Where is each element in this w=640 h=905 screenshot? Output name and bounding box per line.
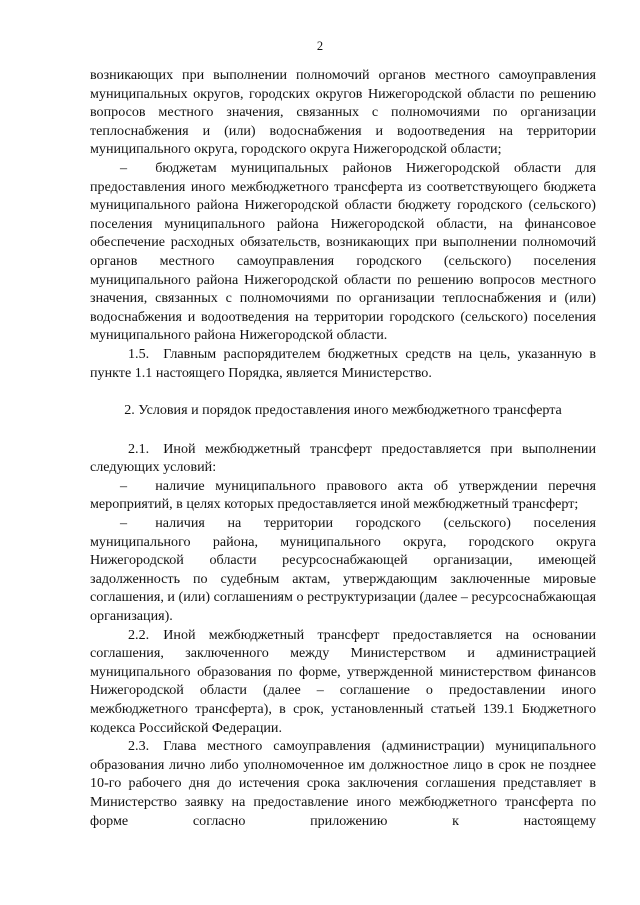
paragraph-dash-item: – бюджетам муниципальных районов Нижегородской области для предоставления иного межбюджетного трансферта из соответствующего бюджета муниципального района Нижегородской области бюджету городского (сельского) поселения муниципального района Нижегородской области, на финансовое обеспечение расходных обязательств, возникающих при выполнении полномочий органов местного самоуправления городского (сельского) поселения муниципального района Нижегородской области по решению вопросов местного значения, связанных с полномочиями по организации теплоснабжения и (или) водоснабжения и водоотведения на территории городского (сельского) поселения муниципального района Нижегородской области. bbox=[90, 159, 596, 344]
document-body bbox=[90, 66, 596, 830]
paragraph-1-5: 1.5. Главным распорядителем бюджетных средств на цель, указанную в пункте 1.1 настоящего Порядка, является Министерство. bbox=[90, 345, 596, 381]
paragraph-2-2: 2.2. Иной межбюджетный трансферт предоставляется на основании соглашения, заключенного между Министерством и администрацией муниципального образования по форме, утвержденной министерством финансов Нижегородской области (далее – соглашение о предоставлении иного межбюджетного трансферта), в срок, установленный статьей 139.1 Бюджетного кодекса Российской Федерации. bbox=[90, 626, 596, 736]
paragraph-dash-item: – наличие муниципального правового акта об утверждении перечня мероприятий, в целях которых предоставляется иной межбюджетный трансферт; bbox=[90, 477, 596, 513]
paragraph-2-3: 2.3. Глава местного самоуправления (администрации) муниципального образования лично либо уполномоченное им должностное лицо в срок не позднее 10-го рабочего дня до истечения срока заключения соглашения представляет в Министерство заявку на предоставление иного межбюджетного трансферта по форме согласно приложению к настоящему bbox=[90, 738, 596, 829]
paragraph-dash-item: – наличия на территории городского (сельского) поселения муниципального района, муниципального округа, городского округа Нижегородской области ресурсоснабжающей организации, имеющей задолженность по судебным актам, утверждающим заключенные мировые соглашения, и (или) соглашениям о реструктуризации (далее – ресурсоснабжающая организация). bbox=[90, 515, 596, 625]
section-heading: 2. Условия и порядок предоставления иного межбюджетного трансферта bbox=[124, 402, 562, 419]
paragraph-continuation: возникающих при выполнении полномочий органов местного самоуправления муниципальных округов, городских округов Нижегородской области по решению вопросов местного значения, связанных с полномочиями по организации теплоснабжения и (или) водоснабжения и водоотведения на территории муниципального округа, городского округа Нижегородской области; bbox=[90, 67, 596, 158]
page-number: 2 bbox=[316, 39, 324, 53]
paragraph-2-1: 2.1. Иной межбюджетный трансферт предоставляется при выполнении следующих условий: bbox=[90, 440, 596, 476]
